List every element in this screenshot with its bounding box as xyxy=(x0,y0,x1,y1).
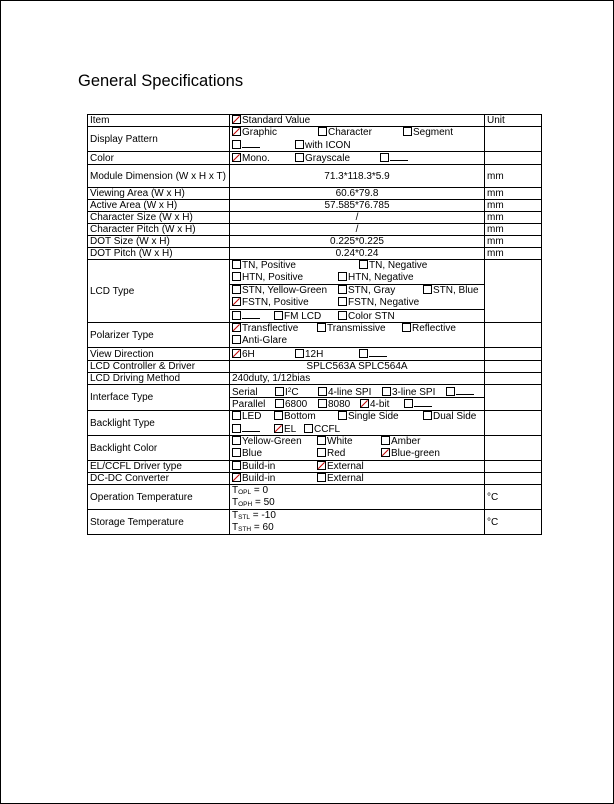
checkbox-checked-icon xyxy=(381,448,390,457)
checkbox-icon xyxy=(232,140,241,149)
row-label: Backlight Type xyxy=(88,411,230,436)
table-row xyxy=(88,461,542,473)
checkbox-icon xyxy=(403,127,412,136)
row-label: Color xyxy=(88,152,230,165)
checkbox-icon xyxy=(382,387,391,396)
row-value: / xyxy=(230,224,485,236)
checkbox-icon xyxy=(404,399,413,408)
checkbox-checked-icon xyxy=(232,153,241,162)
checkbox-icon xyxy=(338,272,347,281)
checkbox-icon xyxy=(275,399,284,408)
row-value: Mono. Grayscale xyxy=(230,152,485,165)
row-label: View Direction xyxy=(88,348,230,361)
checkbox-icon xyxy=(317,323,326,332)
blank-field xyxy=(242,139,260,148)
header-item: Item xyxy=(88,115,230,127)
blank-field xyxy=(390,152,408,161)
checkbox-icon xyxy=(232,448,241,457)
table-row xyxy=(88,348,542,361)
row-value: 71.3*118.3*5.9 xyxy=(230,165,485,188)
checkbox-icon xyxy=(423,285,432,294)
table-row xyxy=(88,248,542,260)
row-label: DOT Pitch (W x H) xyxy=(88,248,230,260)
row-value: 57.585*76.785 xyxy=(230,200,485,212)
checkbox-icon xyxy=(359,349,368,358)
row-value: 6H 12H xyxy=(230,348,485,361)
row-value: 60.6*79.8 xyxy=(230,188,485,200)
header-standard: Standard Value xyxy=(230,115,485,127)
row-value: Build-in External xyxy=(230,461,485,473)
checkbox-icon xyxy=(232,311,241,320)
spec-table xyxy=(87,114,542,535)
row-label: LCD Driving Method xyxy=(88,373,230,385)
checkbox-icon xyxy=(423,411,432,420)
row-value: Yellow-Green White Amber Blue Red Blue-green xyxy=(230,436,485,461)
checkbox-icon xyxy=(338,311,347,320)
checkbox-checked-icon xyxy=(232,349,241,358)
row-value: / xyxy=(230,212,485,224)
table-row xyxy=(88,510,542,535)
row-value: TSTL = -10 TSTH = 60 xyxy=(230,510,485,535)
checkbox-checked-icon xyxy=(274,424,283,433)
table-row xyxy=(88,200,542,212)
row-label: Interface Type xyxy=(88,385,230,411)
checkbox-icon xyxy=(232,272,241,281)
row-label: Active Area (W x H) xyxy=(88,200,230,212)
row-unit: °C xyxy=(485,485,542,510)
checkbox-icon xyxy=(232,260,241,269)
checkbox-checked-icon xyxy=(232,127,241,136)
row-unit: mm xyxy=(485,188,542,200)
row-unit: mm xyxy=(485,224,542,236)
checkbox-checked-icon xyxy=(232,473,241,482)
table-row xyxy=(88,127,542,152)
table-row xyxy=(88,224,542,236)
row-value: TOPL = 0 TOPH = 50 xyxy=(230,485,485,510)
row-label: Polarizer Type xyxy=(88,323,230,348)
table-row xyxy=(88,323,542,348)
checkbox-icon xyxy=(232,436,241,445)
row-label: Operation Temperature xyxy=(88,485,230,510)
checkbox-icon xyxy=(274,411,283,420)
row-label: DOT Size (W x H) xyxy=(88,236,230,248)
checkbox-checked-icon xyxy=(232,323,241,332)
checkbox-icon xyxy=(338,285,347,294)
row-unit: mm xyxy=(485,200,542,212)
checkbox-checked-icon xyxy=(317,461,326,470)
checkbox-icon xyxy=(317,436,326,445)
table-row xyxy=(88,361,542,373)
row-value: 0.225*0.225 xyxy=(230,236,485,248)
table-row xyxy=(88,236,542,248)
row-label: LCD Controller & Driver xyxy=(88,361,230,373)
checkbox-icon xyxy=(318,127,327,136)
table-row xyxy=(88,385,542,411)
blank-field xyxy=(242,310,260,319)
checkbox-icon xyxy=(402,323,411,332)
checkbox-icon xyxy=(304,424,313,433)
row-unit: mm xyxy=(485,248,542,260)
row-value: 0.24*0.24 xyxy=(230,248,485,260)
table-row xyxy=(88,115,542,127)
row-value: Transflective Transmissive Reflective Anti-Glare xyxy=(230,323,485,348)
row-label: Viewing Area (W x H) xyxy=(88,188,230,200)
checkbox-icon xyxy=(318,387,327,396)
row-unit: °C xyxy=(485,510,542,535)
row-label: Display Pattern xyxy=(88,127,230,152)
table-row xyxy=(88,165,542,188)
blank-field xyxy=(369,348,387,357)
checkbox-icon xyxy=(232,285,241,294)
row-label: EL/CCFL Driver type xyxy=(88,461,230,473)
table-row xyxy=(88,411,542,436)
page-title: General Specifications xyxy=(78,72,244,90)
row-label: Module Dimension (W x H x T) xyxy=(88,165,230,188)
row-label: Character Pitch (W x H) xyxy=(88,224,230,236)
row-unit: mm xyxy=(485,165,542,188)
row-value: TN, Positive TN, Negative HTN, Positive HTN, Negative STN, Yellow-Green STN, Gray STN, Blue FSTN, Positive FSTN, Negative FM LCD Color STN xyxy=(230,260,485,323)
row-label: Character Size (W x H) xyxy=(88,212,230,224)
checkbox-icon xyxy=(317,473,326,482)
blank-field xyxy=(456,386,474,395)
checkbox-icon xyxy=(275,387,284,396)
checkbox-icon xyxy=(381,436,390,445)
table-row xyxy=(88,212,542,224)
table-row xyxy=(88,260,542,323)
checkbox-icon xyxy=(338,297,347,306)
row-value: 240duty, 1/12bias xyxy=(230,373,485,385)
row-label: Backlight Color xyxy=(88,436,230,461)
row-label: Storage Temperature xyxy=(88,510,230,535)
checkbox-icon xyxy=(274,311,283,320)
checkbox-icon xyxy=(232,461,241,470)
checkbox-icon xyxy=(359,260,368,269)
table-row xyxy=(88,436,542,461)
table-row xyxy=(88,188,542,200)
checkbox-checked-icon xyxy=(360,399,369,408)
row-unit: mm xyxy=(485,236,542,248)
checkbox-checked-icon xyxy=(232,297,241,306)
row-unit: mm xyxy=(485,212,542,224)
table-row xyxy=(88,373,542,385)
checkbox-icon xyxy=(446,387,455,396)
checkbox-icon xyxy=(295,140,304,149)
row-value: Build-in External xyxy=(230,473,485,485)
checkbox-icon xyxy=(338,411,347,420)
blank-field xyxy=(242,423,260,432)
row-value: Graphic Character Segment with ICON xyxy=(230,127,485,152)
checkbox-icon xyxy=(318,399,327,408)
checkbox-icon xyxy=(317,448,326,457)
row-label: DC-DC Converter xyxy=(88,473,230,485)
row-label: LCD Type xyxy=(88,260,230,323)
checkbox-icon xyxy=(295,153,304,162)
checkbox-icon xyxy=(232,424,241,433)
checkbox-icon xyxy=(380,153,389,162)
row-value: LED Bottom Single Side Dual Side EL CCFL xyxy=(230,411,485,436)
row-value: Serial $I^2C$ 4-line SPI 3-line SPI Parallel 6800 8080 4-bit xyxy=(230,385,485,411)
checkbox-checked-icon xyxy=(232,115,241,124)
table-row xyxy=(88,485,542,510)
row-value: SPLC563A SPLC564A xyxy=(230,361,485,373)
blank-field xyxy=(414,398,432,407)
table-row xyxy=(88,473,542,485)
header-unit: Unit xyxy=(485,115,542,127)
checkbox-icon xyxy=(295,349,304,358)
checkbox-icon xyxy=(232,335,241,344)
checkbox-icon xyxy=(232,411,241,420)
table-row xyxy=(88,152,542,165)
